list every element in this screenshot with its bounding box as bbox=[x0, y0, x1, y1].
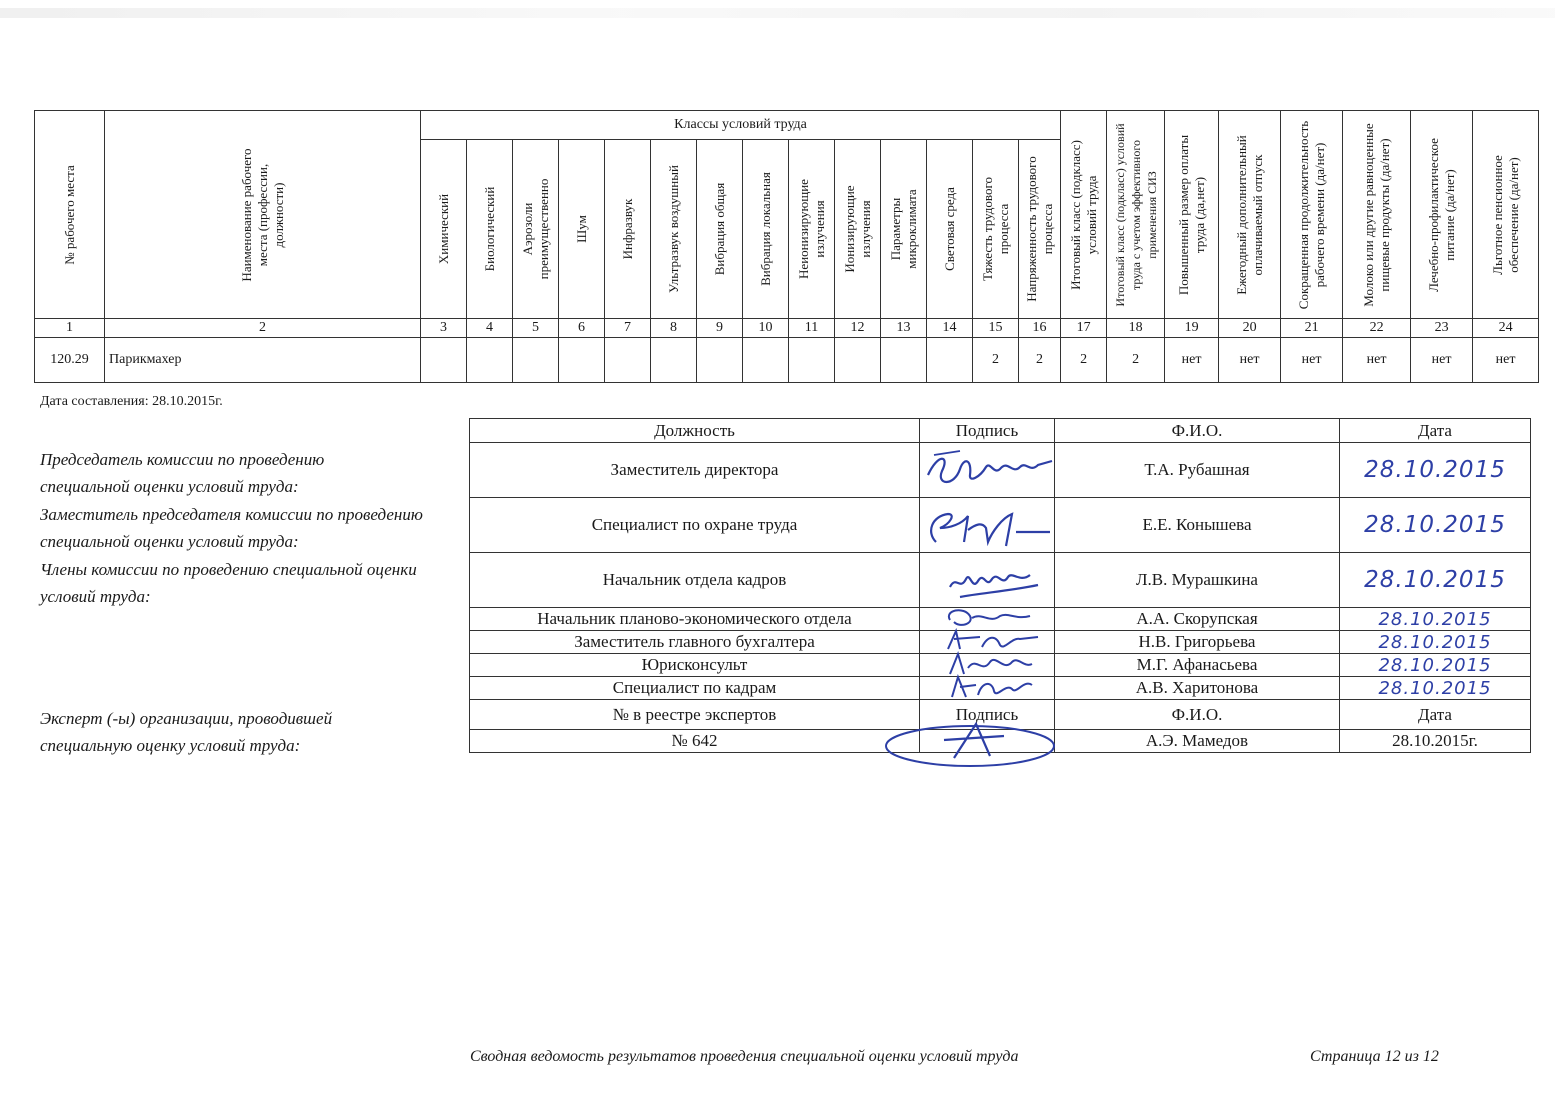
handwritten-date: 28.10.2015 bbox=[1378, 631, 1492, 653]
date-cell bbox=[1340, 654, 1531, 677]
data-cell bbox=[789, 338, 835, 383]
column-number: 17 bbox=[1061, 319, 1107, 338]
data-cell bbox=[513, 338, 559, 383]
compile-date: Дата составления: 28.10.2015г. bbox=[40, 394, 223, 409]
signature-row bbox=[470, 553, 1531, 608]
data-cell bbox=[421, 338, 467, 383]
expert-signature-header: Подпись bbox=[920, 700, 1055, 730]
deputy-chairman-caption: Заместитель председателя комиссии по проведению специальной оценки условий труда: bbox=[40, 505, 423, 551]
signatures-table bbox=[469, 418, 1531, 753]
experts-caption: Эксперт (-ы) организации, проводившей специальную оценку условий труда: bbox=[40, 709, 333, 755]
data-cell: нет bbox=[1473, 338, 1539, 383]
data-cell bbox=[743, 338, 789, 383]
position-cell: Юрисконсульт bbox=[470, 654, 920, 677]
column-number: 6 bbox=[559, 319, 605, 338]
name-cell: М.Г. Афанасьева bbox=[1055, 654, 1340, 677]
column-number: 9 bbox=[697, 319, 743, 338]
handwritten-signature bbox=[920, 608, 1055, 631]
name-cell: Е.Е. Конышева bbox=[1055, 498, 1340, 553]
column-number: 12 bbox=[835, 319, 881, 338]
signature-row bbox=[470, 443, 1531, 498]
data-cell bbox=[651, 338, 697, 383]
data-cell: 2 bbox=[1107, 338, 1165, 383]
scan-artifact bbox=[0, 8, 1555, 18]
column-number: 18 bbox=[1107, 319, 1165, 338]
position-cell: Специалист по кадрам bbox=[470, 677, 920, 700]
table-row bbox=[35, 338, 1539, 383]
column-number: 8 bbox=[651, 319, 697, 338]
position-header: Должность bbox=[470, 419, 920, 443]
factor-header: Ионизирующие излучения bbox=[835, 140, 881, 319]
signature-scrawl bbox=[920, 604, 1060, 634]
handwritten-date: 28.10.2015 bbox=[1378, 677, 1492, 699]
expert-name-cell: А.Э. Мамедов bbox=[1055, 730, 1340, 753]
name-cell: Л.В. Мурашкина bbox=[1055, 553, 1340, 608]
signature-row bbox=[470, 654, 1531, 677]
factor-header: Вибрация общая bbox=[697, 140, 743, 319]
column-number: 19 bbox=[1165, 319, 1219, 338]
data-cell bbox=[697, 338, 743, 383]
column-number: 2 bbox=[105, 319, 421, 338]
data-cell bbox=[605, 338, 651, 383]
workplace-number-cell: 120.29 bbox=[35, 338, 105, 383]
column-number: 10 bbox=[743, 319, 789, 338]
column-number: 23 bbox=[1411, 319, 1473, 338]
position-cell: Специалист по охране труда bbox=[470, 498, 920, 553]
position-cell: Заместитель директора bbox=[470, 443, 920, 498]
handwritten-date: 28.10.2015 bbox=[1364, 457, 1506, 483]
position-cell: Начальник планово-экономического отдела bbox=[470, 608, 920, 631]
date-cell bbox=[1340, 553, 1531, 608]
workplace-name-header: Наименование рабочего места (профессии, должности) bbox=[105, 111, 421, 319]
factor-header: Вибрация локальная bbox=[743, 140, 789, 319]
header-total-class-siz: Итоговый класс (подкласс) условий труда с учетом эффективного применения СИЗ bbox=[1107, 111, 1165, 319]
column-number: 4 bbox=[467, 319, 513, 338]
column-number: 22 bbox=[1343, 319, 1411, 338]
name-cell: Н.В. Григорьева bbox=[1055, 631, 1340, 654]
header-extra-leave: Ежегодный дополнительный оплачиваемый отпуск bbox=[1219, 111, 1281, 319]
workplace-name-cell: Парикмахер bbox=[105, 338, 421, 383]
column-number: 1 bbox=[35, 319, 105, 338]
workplace-no-header: № рабочего места bbox=[35, 111, 105, 319]
signature-row bbox=[470, 608, 1531, 631]
expert-name-header: Ф.И.О. bbox=[1055, 700, 1340, 730]
position-cell: Начальник отдела кадров bbox=[470, 553, 920, 608]
handwritten-date: 28.10.2015 bbox=[1364, 512, 1506, 538]
data-cell bbox=[559, 338, 605, 383]
column-number: 11 bbox=[789, 319, 835, 338]
position-cell: Заместитель главного бухгалтера bbox=[470, 631, 920, 654]
data-cell bbox=[467, 338, 513, 383]
signature-header: Подпись bbox=[920, 419, 1055, 443]
date-cell bbox=[1340, 498, 1531, 553]
signature-scrawl bbox=[920, 445, 1060, 495]
signature-scrawl bbox=[920, 671, 1060, 703]
signature-row bbox=[470, 677, 1531, 700]
data-cell: 2 bbox=[973, 338, 1019, 383]
date-header: Дата bbox=[1340, 419, 1531, 443]
page-number: Страница 12 из 12 bbox=[1310, 1048, 1439, 1065]
data-cell bbox=[927, 338, 973, 383]
date-cell bbox=[1340, 608, 1531, 631]
header-increased-pay: Повышенный размер оплаты труда (да,нет) bbox=[1165, 111, 1219, 319]
handwritten-signature bbox=[920, 553, 1055, 608]
handwritten-date: 28.10.2015 bbox=[1364, 567, 1506, 593]
handwritten-signature bbox=[920, 631, 1055, 654]
signature-row bbox=[470, 631, 1531, 654]
factor-header: Шум bbox=[559, 140, 605, 319]
name-cell: А.А. Скорупская bbox=[1055, 608, 1340, 631]
data-cell: нет bbox=[1411, 338, 1473, 383]
column-number: 15 bbox=[973, 319, 1019, 338]
column-number: 24 bbox=[1473, 319, 1539, 338]
data-cell: нет bbox=[1281, 338, 1343, 383]
column-number: 21 bbox=[1281, 319, 1343, 338]
handwritten-signature bbox=[920, 730, 1055, 753]
signature-row bbox=[470, 498, 1531, 553]
header-pension: Льготное пенсионное обеспечение (да/нет) bbox=[1473, 111, 1539, 319]
chairman-caption: Председатель комиссии по проведению специальной оценки условий труда: bbox=[40, 450, 325, 496]
signature-scrawl bbox=[920, 557, 1060, 607]
expert-date-header: Дата bbox=[1340, 700, 1531, 730]
header-therapeutic-food: Лечебно-профилактическое питание (да/нет) bbox=[1411, 111, 1473, 319]
working-conditions-group-header: Классы условий труда bbox=[421, 111, 1061, 140]
signature-scrawl bbox=[920, 627, 1060, 657]
column-number: 7 bbox=[605, 319, 651, 338]
date-cell bbox=[1340, 631, 1531, 654]
summary-table bbox=[34, 110, 1539, 383]
column-number: 20 bbox=[1219, 319, 1281, 338]
expert-date-cell: 28.10.2015г. bbox=[1340, 730, 1531, 753]
factor-header: Световая среда bbox=[927, 140, 973, 319]
data-cell: нет bbox=[1165, 338, 1219, 383]
signature-scrawl bbox=[916, 502, 1056, 552]
column-number: 14 bbox=[927, 319, 973, 338]
column-number: 3 bbox=[421, 319, 467, 338]
data-cell: нет bbox=[1219, 338, 1281, 383]
name-cell: А.В. Харитонова bbox=[1055, 677, 1340, 700]
data-cell bbox=[835, 338, 881, 383]
handwritten-date: 28.10.2015 bbox=[1378, 654, 1492, 676]
registry-header: № в реестре экспертов bbox=[470, 700, 920, 730]
handwritten-signature bbox=[920, 654, 1055, 677]
date-cell bbox=[1340, 677, 1531, 700]
data-cell: нет bbox=[1343, 338, 1411, 383]
name-header: Ф.И.О. bbox=[1055, 419, 1340, 443]
signature-scrawl bbox=[920, 650, 1060, 680]
factor-header: Неионизирующие излучения bbox=[789, 140, 835, 319]
factor-header: Напряженность трудового процесса bbox=[1019, 140, 1061, 319]
header-milk: Молоко или другие равноценные пищевые продукты (да/нет) bbox=[1343, 111, 1411, 319]
data-cell: 2 bbox=[1061, 338, 1107, 383]
handwritten-signature bbox=[920, 677, 1055, 700]
name-cell: Т.А. Рубашная bbox=[1055, 443, 1340, 498]
expert-row bbox=[470, 730, 1531, 753]
factor-header: Аэрозоли преимущественно bbox=[513, 140, 559, 319]
handwritten-signature bbox=[920, 443, 1055, 498]
factor-header: Параметры микроклимата bbox=[881, 140, 927, 319]
date-cell bbox=[1340, 443, 1531, 498]
registry-number-cell: № 642 bbox=[470, 730, 920, 753]
factor-header: Ультразвук воздушный bbox=[651, 140, 697, 319]
header-total-class: Итоговый класс (подкласс) условий труда bbox=[1061, 111, 1107, 319]
factor-header: Инфразвук bbox=[605, 140, 651, 319]
data-cell bbox=[881, 338, 927, 383]
handwritten-signature bbox=[920, 498, 1055, 553]
members-caption: Члены комиссии по проведению специальной оценки условий труда: bbox=[40, 560, 417, 606]
handwritten-date: 28.10.2015 bbox=[1378, 608, 1492, 630]
column-number: 5 bbox=[513, 319, 559, 338]
column-number: 13 bbox=[881, 319, 927, 338]
factor-header: Химический bbox=[421, 140, 467, 319]
header-reduced-hours: Сокращенная продолжительность рабочего времени (да/нет) bbox=[1281, 111, 1343, 319]
column-number: 16 bbox=[1019, 319, 1061, 338]
data-cell: 2 bbox=[1019, 338, 1061, 383]
factor-header: Биологический bbox=[467, 140, 513, 319]
footer-title: Сводная ведомость результатов проведения специальной оценки условий труда bbox=[470, 1048, 1019, 1065]
factor-header: Тяжесть трудового процесса bbox=[973, 140, 1019, 319]
